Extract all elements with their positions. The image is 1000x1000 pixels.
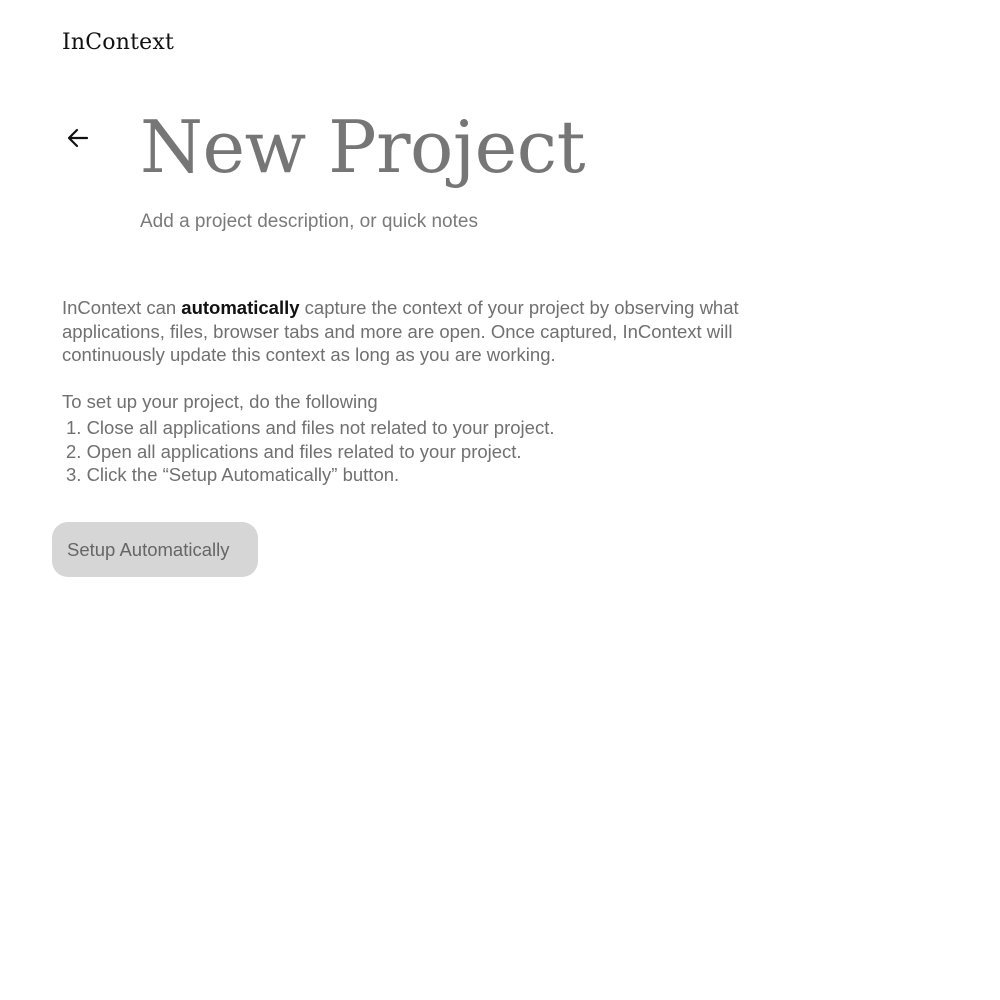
intro-text bbox=[62, 296, 782, 367]
intro-suffix: capture the context of your project by observing what applications, files, browser tabs and more are open. Once captured, InContext will continuously update this context as long as you are working. bbox=[62, 297, 739, 365]
arrow-left-icon bbox=[66, 126, 90, 150]
project-title[interactable]: New Project bbox=[140, 105, 586, 189]
steps-heading: To set up your project, do the following bbox=[62, 391, 378, 412]
step-item: 2. Open all applications and files related to your project. bbox=[66, 440, 522, 462]
step-item: 1. Close all applications and files not related to your project. bbox=[66, 417, 555, 438]
steps-list bbox=[66, 416, 554, 487]
step-item: 3. Click the “Setup Automatically” button. bbox=[66, 464, 400, 485]
project-description-input[interactable] bbox=[140, 208, 700, 236]
back-button[interactable] bbox=[64, 124, 92, 152]
app-name: InContext bbox=[62, 30, 175, 55]
intro-prefix: InContext can bbox=[62, 297, 182, 318]
intro-emphasis: automatically bbox=[181, 297, 300, 318]
setup-automatically-button[interactable]: Setup Automatically bbox=[52, 522, 258, 577]
